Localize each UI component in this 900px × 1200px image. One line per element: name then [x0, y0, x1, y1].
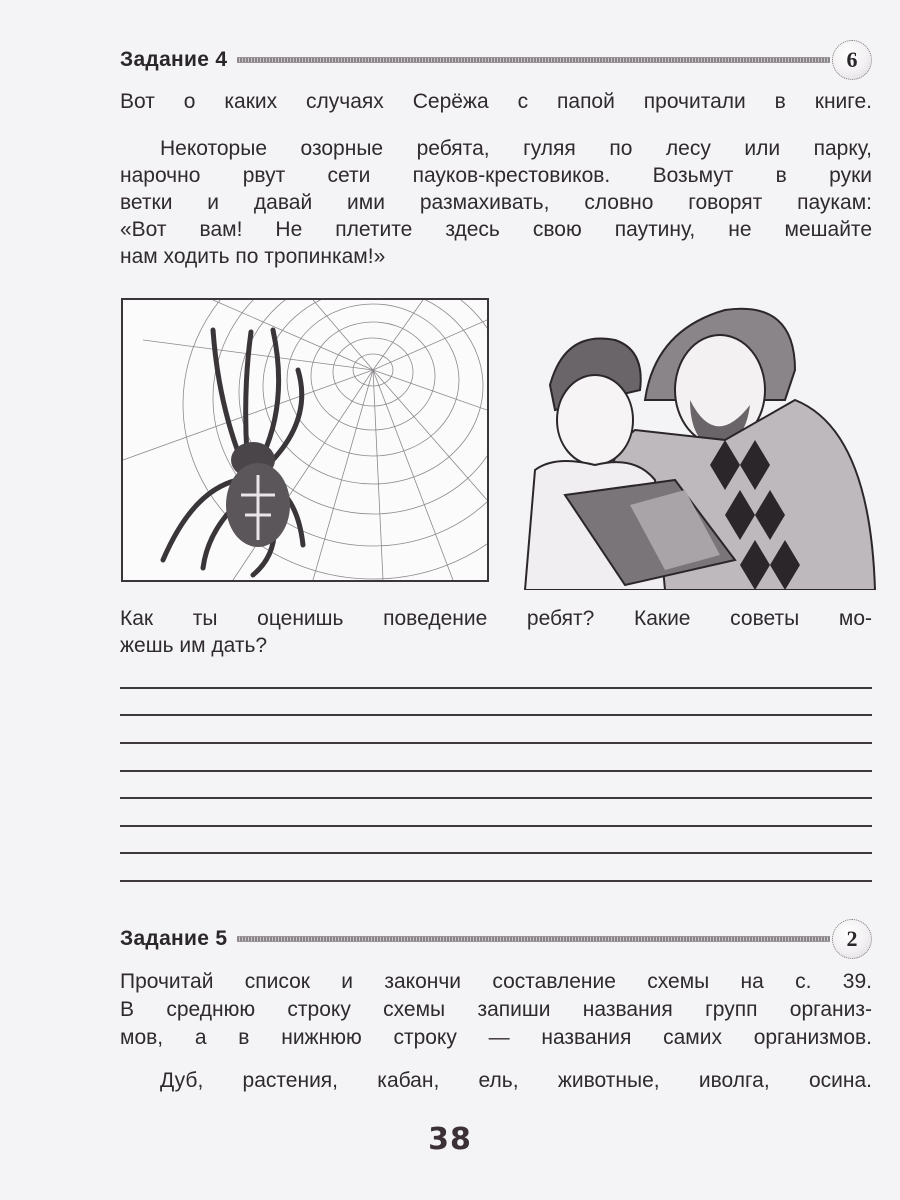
answer-line-5[interactable] — [120, 797, 872, 799]
header-rule — [237, 57, 830, 63]
story-line: нарочно рвут сети пауков-крестовиков. Возьмут в руки — [120, 164, 872, 187]
task-5-header — [120, 919, 872, 959]
answer-line-8[interactable] — [120, 880, 872, 882]
instruction-line: Прочитай список и закончи составление схемы на с. 39. — [120, 970, 872, 993]
task-4-header — [120, 40, 872, 80]
answer-line-2[interactable] — [120, 714, 872, 716]
task-4-intro: Вот о каких случаях Серёжа с папой прочитали в книге. — [120, 90, 872, 113]
task-5-points-badge: 2 — [832, 919, 872, 959]
spider-icon — [123, 300, 487, 580]
answer-line-7[interactable] — [120, 852, 872, 854]
task-5-title: Задание 5 — [120, 927, 228, 950]
task-4-points-badge: 6 — [832, 40, 872, 80]
answer-line-3[interactable] — [120, 742, 872, 744]
story-line: ветки и давай ими размахивать, словно говорят паукам: — [120, 191, 872, 214]
story-line: нам ходить по тропинкам!» — [120, 245, 386, 268]
instruction-line: В среднюю строку схемы запиши названия групп организ- — [120, 998, 872, 1021]
instruction-line: мов, а в нижнюю строку — названия самих организмов. — [120, 1026, 872, 1049]
question-line: Как ты оценишь поведение ребят? Какие советы мо- — [120, 607, 872, 630]
answer-line-4[interactable] — [120, 770, 872, 772]
header-rule — [237, 936, 830, 942]
spider-web-illustration — [121, 298, 489, 582]
family-reading-icon — [495, 290, 880, 590]
story-line: Некоторые озорные ребята, гуляя по лесу или парку, — [160, 137, 872, 160]
story-line: «Вот вам! Не плетите здесь свою паутину, не мешайте — [120, 218, 872, 241]
question-line: жешь им дать? — [120, 634, 268, 657]
answer-line-1[interactable] — [120, 687, 872, 689]
father-son-reading-illustration — [495, 290, 880, 590]
word-list: Дуб, растения, кабан, ель, животные, иволга, осина. — [160, 1069, 872, 1092]
answer-line-6[interactable] — [120, 825, 872, 827]
task-4-title: Задание 4 — [120, 48, 228, 71]
page-number: 38 — [428, 1122, 472, 1157]
